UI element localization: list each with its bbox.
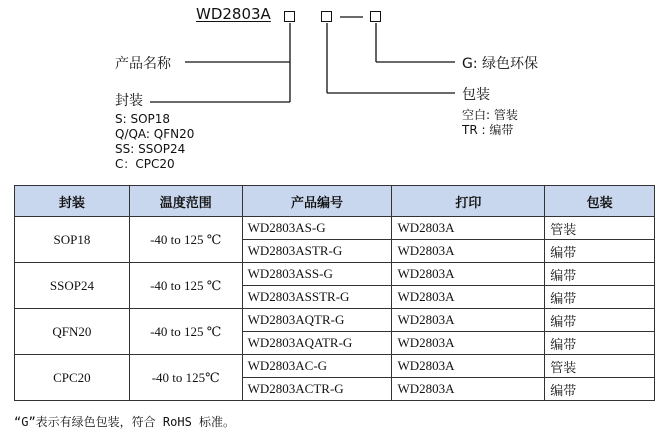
cell-part-number: WD2803ACTR-G [242,378,392,401]
label-product-name: 产品名称 [115,56,171,72]
cell-temp-range: -40 to 125 ℃ [129,217,242,263]
cell-marking: WD2803A [392,240,545,263]
packing-options [462,108,518,138]
cell-package: SOP18 [15,217,130,263]
cell-marking: WD2803A [392,309,545,332]
cell-temp-range: -40 to 125 ℃ [129,263,242,309]
package-options [115,112,194,172]
cell-temp-range: -40 to 125℃ [129,355,242,401]
table-row [15,309,655,332]
cell-package: SSOP24 [15,263,130,309]
table-row [15,263,655,286]
cell-packing: 编带 [545,286,655,309]
package-option: C：CPC20 [115,157,175,171]
cell-part-number: WD2803AQATR-G [242,332,392,355]
cell-temp-range: -40 to 125 ℃ [129,309,242,355]
cell-part-number: WD2803ASS-G [242,263,392,286]
cell-package: QFN20 [15,309,130,355]
cell-marking: WD2803A [392,378,545,401]
package-option: S: SOP18 [115,112,171,126]
header-packing: 包装 [545,186,655,217]
table-row [15,217,655,240]
cell-part-number: WD2803ASTR-G [242,240,392,263]
cell-marking: WD2803A [392,263,545,286]
cell-package: CPC20 [15,355,130,401]
table-row [15,355,655,378]
header-package: 封装 [15,186,130,217]
ordering-table [14,185,655,401]
part-number-prefix: WD2803A [196,5,271,23]
cell-part-number: WD2803AS-G [242,217,392,240]
option-box-packing [321,11,332,22]
package-option: SS: SSOP24 [115,142,186,156]
label-green: G: 绿色环保 [462,56,539,72]
cell-part-number: WD2803AQTR-G [242,309,392,332]
cell-marking: WD2803A [392,355,545,378]
cell-marking: WD2803A [392,332,545,355]
header-temp-range: 温度范围 [129,186,242,217]
packing-option: 空白: 管装 [462,108,518,122]
cell-marking: WD2803A [392,217,545,240]
diagram-lines [0,0,669,190]
table-header-row [15,186,655,217]
cell-packing: 编带 [545,263,655,286]
cell-part-number: WD2803ASSTR-G [242,286,392,309]
cell-packing: 管装 [545,355,655,378]
header-marking: 打印 [392,186,545,217]
cell-packing: 编带 [545,240,655,263]
packing-option: TR : 编带 [462,123,514,137]
cell-packing: 管装 [545,217,655,240]
cell-part-number: WD2803AC-G [242,355,392,378]
cell-marking: WD2803A [392,286,545,309]
option-box-green [370,11,381,22]
label-package: 封装 [115,93,143,109]
ordering-code-diagram [0,0,669,190]
footnote: “G”表示有绿色包装，符合 RoHS 标准。 [14,415,236,429]
cell-packing: 编带 [545,309,655,332]
package-option: Q/QA: QFN20 [115,127,195,141]
option-box-package [284,11,295,22]
cell-packing: 编带 [545,332,655,355]
label-packing: 包装 [462,87,490,103]
header-part-number: 产品编号 [242,186,392,217]
cell-packing: 编带 [545,378,655,401]
